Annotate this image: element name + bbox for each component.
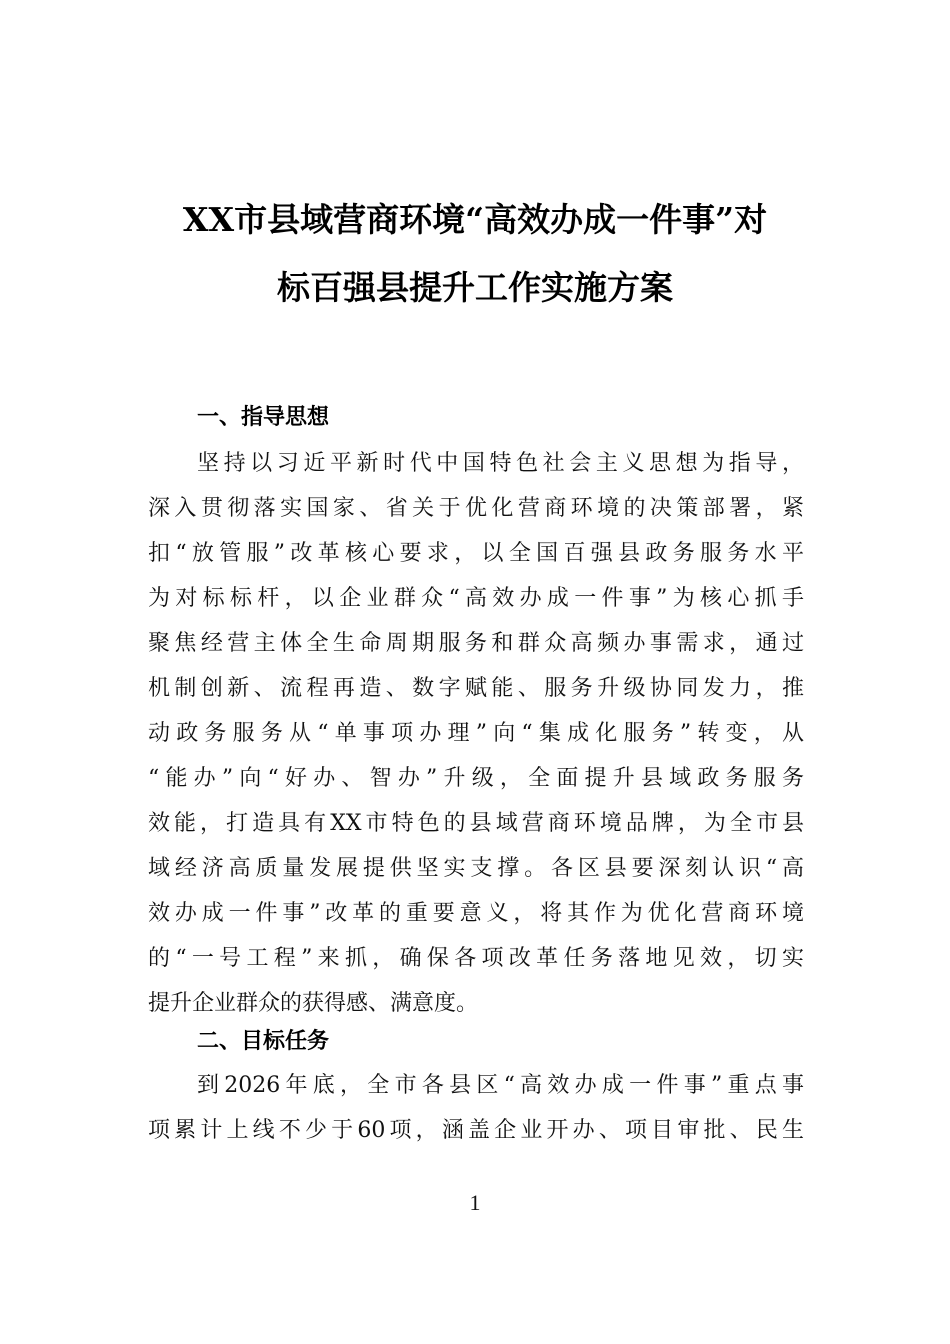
paragraph-line: 动政务服务从“单事项办理”向“集成化服务”转变，从 [148,721,804,746]
document-title-line-2: 标百强县提升工作实施方案 [277,268,673,307]
paragraph-line: 域经济高质量发展提供坚实支撑。各区县要深刻认识“高 [148,856,804,881]
paragraph-line: 效办成一件事”改革的重要意义，将其作为优化营商环境 [148,901,804,926]
section-heading-goals-tasks: 二、目标任务 [197,1029,330,1054]
page-number: 1 [469,1190,481,1215]
section-heading-guiding-ideology: 一、指导思想 [197,405,330,430]
paragraph-line: 效能，打造具有XX市特色的县域营商环境品牌，为全市县 [148,811,804,836]
paragraph-line: 扣“放管服”改革核心要求，以全国百强县政务服务水平 [148,541,804,566]
paragraph-line: 到2026年底，全市各县区“高效办成一件事”重点事 [197,1073,804,1098]
paragraph-line: 深入贯彻落实国家、省关于优化营商环境的决策部署，紧 [148,496,804,521]
paragraph-line: 项累计上线不少于60项，涵盖企业开办、项目审批、民生 [148,1118,804,1143]
paragraph-line: 的“一号工程”来抓，确保各项改革任务落地见效，切实 [148,946,804,971]
paragraph-line: 为对标标杆，以企业群众“高效办成一件事”为核心抓手 [148,586,804,611]
paragraph-line: 聚焦经营主体全生命周期服务和群众高频办事需求，通过 [148,631,804,656]
paragraph-line: “能办”向“好办、智办”升级，全面提升县域政务服务 [148,766,804,791]
paragraph-line: 提升企业群众的获得感、满意度。 [148,991,479,1016]
paragraph-line: 坚持以习近平新时代中国特色社会主义思想为指导， [197,451,804,476]
document-title-line-1: XX市县域营商环境“高效办成一件事”对 [182,200,768,239]
paragraph-line: 机制创新、流程再造、数字赋能、服务升级协同发力，推 [148,676,804,701]
